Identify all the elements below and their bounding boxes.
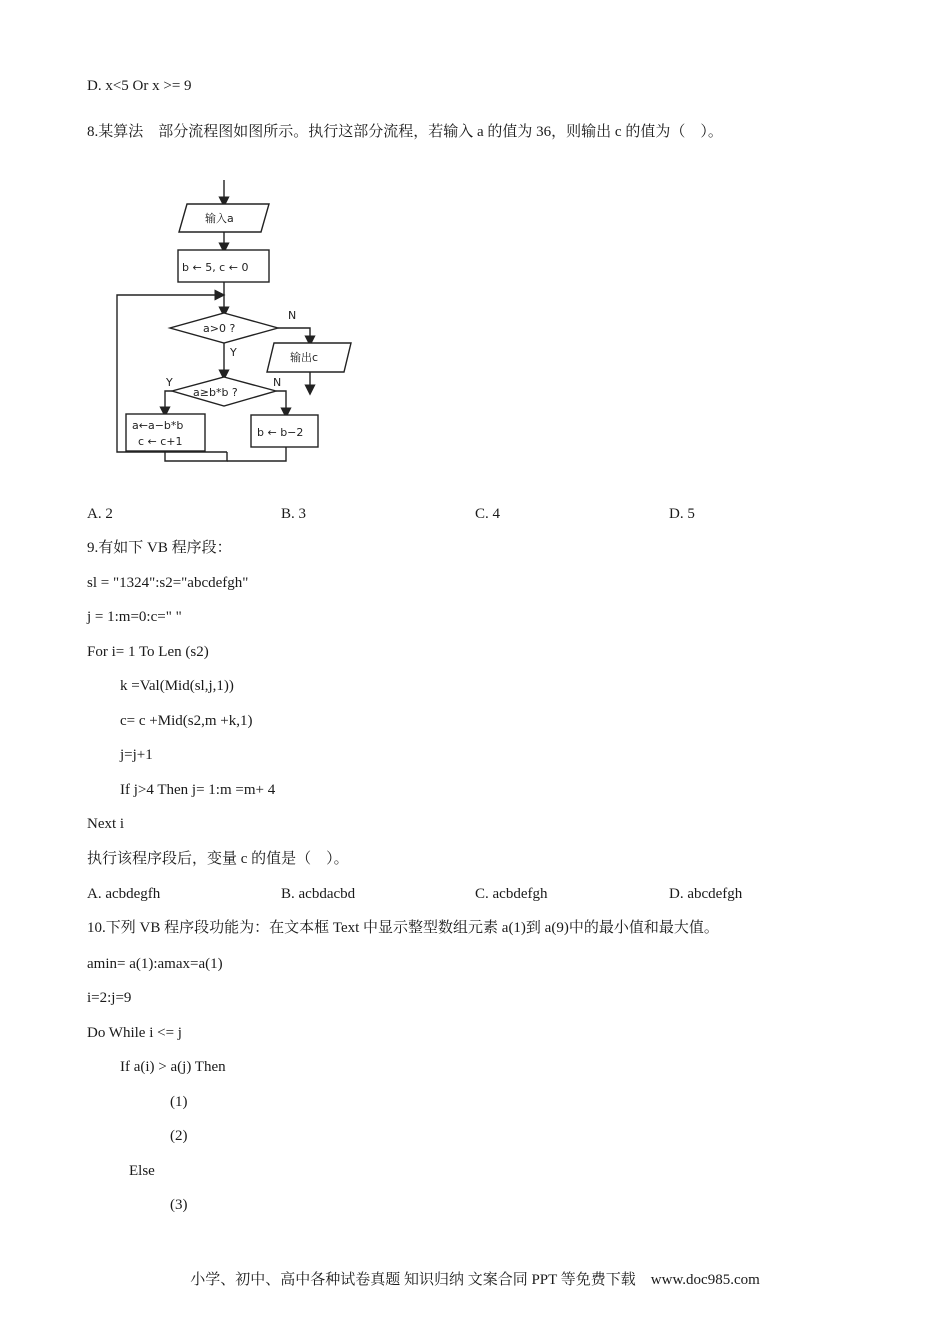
- flowchart-svg: [112, 175, 362, 485]
- q8-stem: 8.某算法 部分流程图如图所示。执行这部分流程，若输入 a 的值为 36，则输出 c 的值为（ ）。: [87, 124, 723, 140]
- flow-cond1-label: a>0 ?: [203, 322, 236, 335]
- flow-n1-label: N: [288, 309, 297, 322]
- q10-code-line: amin= a(1):amax=a(1): [87, 956, 223, 972]
- q9-code-line: c= c +Mid(s2,m +k,1): [120, 713, 253, 729]
- q9-code-line: sl = "1324":s2="abcdefgh": [87, 575, 249, 591]
- q9-code-line: j = 1:m=0:c=" ": [87, 609, 182, 625]
- q9-question: 执行该程序段后，变量 c 的值是（ ）。: [87, 851, 349, 867]
- q8-flowchart: [112, 175, 362, 485]
- q10-code-line: i=2:j=9: [87, 990, 132, 1006]
- flow-y2-label: Y: [166, 376, 173, 389]
- flow-n2-label: N: [273, 376, 282, 389]
- flow-yes-box-line1: a←a−b*b: [132, 419, 184, 432]
- flow-init-label: b ← 5, c ← 0: [182, 261, 249, 274]
- q10-code-line: Else: [129, 1163, 155, 1179]
- flow-no-box-label: b ← b−2: [257, 426, 304, 439]
- q9-option-c: C. acbdefgh: [475, 886, 548, 902]
- flow-cond2-label: a≥b*b ?: [193, 386, 238, 399]
- q8-option-c: C. 4: [475, 506, 501, 522]
- q9-code-line: k =Val(Mid(sl,j,1)): [120, 678, 234, 694]
- q9-option-b: B. acbdacbd: [281, 886, 356, 902]
- flow-y1-label: Y: [230, 346, 237, 359]
- q8-option-b: B. 3: [281, 506, 307, 522]
- q8-option-d: D. 5: [669, 506, 695, 522]
- q8-option-a: A. 2: [87, 506, 113, 522]
- q7-option-d: D. x<5 Or x >= 9: [87, 78, 192, 94]
- q10-code-line: If a(i) > a(j) Then: [120, 1059, 226, 1075]
- q9-code-line: j=j+1: [120, 747, 153, 763]
- flow-output-label: 输出c: [290, 351, 319, 364]
- q10-code-line: (1): [170, 1094, 188, 1110]
- q9-stem: 9.有如下 VB 程序段：: [87, 540, 232, 556]
- flow-input-label: 输入a: [205, 212, 234, 225]
- q10-code-line: (2): [170, 1128, 188, 1144]
- q10-code-line: (3): [170, 1197, 188, 1213]
- q10-code-line: Do While i <= j: [87, 1025, 182, 1041]
- q10-stem: 10.下列 VB 程序段功能为：在文本框 Text 中显示整型数组元素 a(1)到 a(9)中的最小值和最大值。: [87, 920, 719, 936]
- page-footer: 小学、初中、高中各种试卷真题 知识归纳 文案合同 PPT 等免费下载 www.doc985.com: [190, 1272, 760, 1288]
- flow-yes-box-line2: c ← c+1: [138, 435, 183, 448]
- q9-code-line: Next i: [87, 816, 125, 832]
- q9-option-a: A. acbdegfh: [87, 886, 161, 902]
- q9-code-line: For i= 1 To Len (s2): [87, 644, 209, 660]
- q9-code-line: If j>4 Then j= 1:m =m+ 4: [120, 782, 276, 798]
- q9-option-d: D. abcdefgh: [669, 886, 743, 902]
